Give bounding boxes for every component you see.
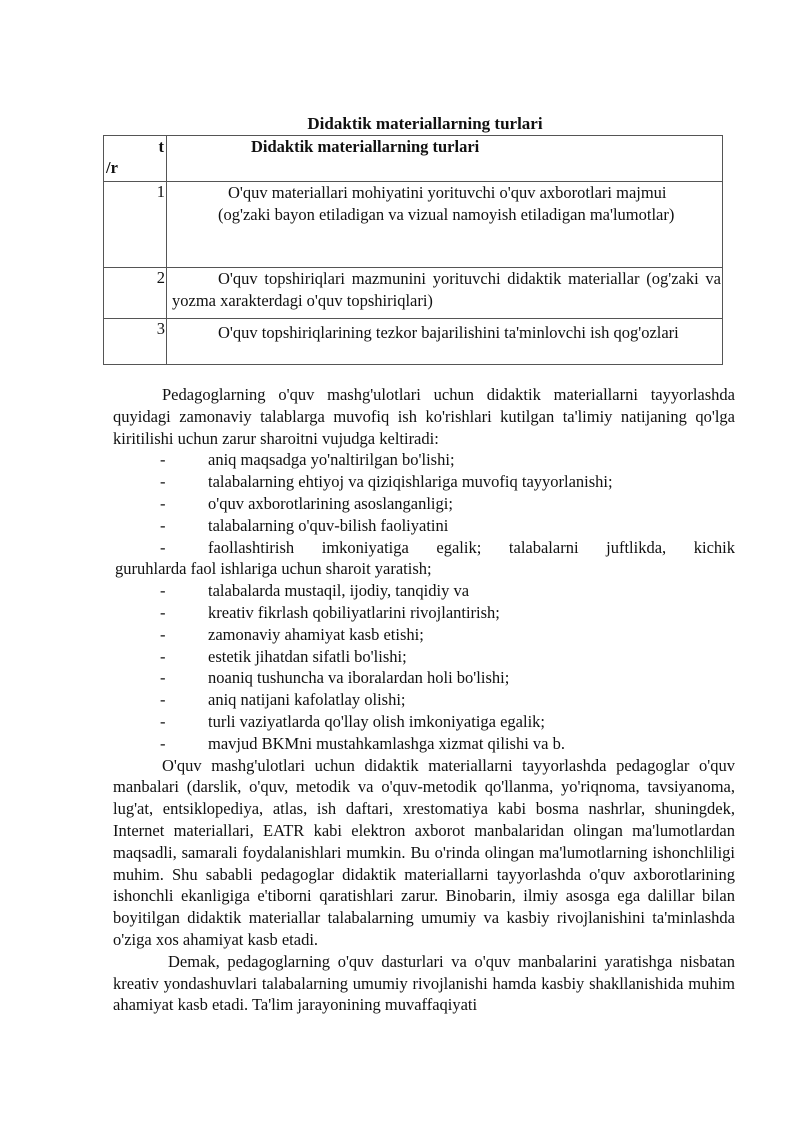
number-header-top: t	[158, 137, 164, 156]
row-content-line: O'quv topshiriqlarining tezkor bajarilishini ta'minlovchi ish qog'ozlari	[218, 323, 679, 342]
list-item-text: talabalarda mustaqil, ijodiy, tanqidiy va	[208, 581, 470, 601]
row-content-line: O'quv topshiriqlari mazmunini yorituvchi didaktik materiallar (og'zaki va yozma xarakterdagi o'quv topshiriqlari)	[172, 269, 721, 310]
row-content	[167, 319, 723, 365]
list-item	[113, 689, 735, 711]
dash-marker: -	[160, 624, 166, 644]
page-title: Didaktik materiallarning turlari	[307, 114, 543, 133]
dash-marker: -	[160, 646, 166, 666]
table-row	[104, 268, 723, 319]
type-column-header: Didaktik materiallarning turlari	[167, 136, 723, 182]
list-item-continuation: guruhlarda faol ishlariga uchun sharoit yaratish;	[115, 559, 432, 579]
row-number: 1	[104, 182, 167, 268]
table-header-row	[104, 136, 723, 182]
dash-marker: -	[160, 537, 166, 557]
number-header-bottom: /r	[106, 158, 118, 177]
dash-marker: -	[160, 450, 166, 470]
dash-marker: -	[160, 493, 166, 513]
dash-marker: -	[160, 602, 166, 622]
list-item-text: talabalarning o'quv-bilish faoliyatini	[208, 515, 449, 535]
list-item-text: turli vaziyatlarda qo'llay olish imkoniyatiga egalik;	[208, 711, 546, 731]
list-item-text: aniq maqsadga yo'naltirilgan bo'lishi;	[208, 450, 455, 470]
list-item-text: zamonaviy ahamiyat kasb etishi;	[208, 624, 424, 644]
dash-marker: -	[160, 668, 166, 688]
list-item	[113, 733, 735, 755]
list-item	[113, 646, 735, 668]
list-item	[113, 624, 735, 646]
list-item	[113, 515, 735, 537]
list-item-text: kreativ fikrlash qobiliyatlarini rivojlantirish;	[208, 602, 500, 622]
list-item	[113, 711, 735, 733]
table-row	[104, 319, 723, 365]
dash-marker: -	[160, 711, 166, 731]
paragraph-conclusion: Demak, pedagoglarning o'quv dasturlari va o'quv manbalarini yaratishga nisbatan kreativ yondashuvlari talabalarning umumiy rivojlanishi hamda kasbiy shakllanishida muhim ahamiyat kasb etadi. Ta'lim jarayonining muvaffaqiyati	[113, 951, 735, 1015]
paragraph-sources: O'quv mashg'ulotlari uchun didaktik materiallarni tayyorlashda pedagoglar o'quv manbalari (darslik, o'quv, metodik va o'quv-metodik qo'llanma, yo'riqnoma, tavsiyanoma, lug'at, entsiklopediya, atlas, ish daftari, xrestomatiya kabi bosma nashrlar, shuningdek, Internet materiallari, EATR kabi elektron axborot manbalaridan olingan ma'lumotlardan maqsadli, samarali foydalanishlari mumkin. Bu o'rinda olingan ma'lumotlarning ishonchliligi muhim. Shu sababli pedagoglar didaktik materiallarni tayyorlashda o'quv axborotlarining ishonchli ekanligiga e'tiborni qaratishlari zarur. Binobarin, ilmiy asosga ega dalillar bilan boyitilgan didaktik materiallar talabalarning umumiy va kasbiy rivojlanishini ta'minlashda o'ziga xos ahamiyat kasb etadi.	[113, 755, 735, 949]
list-item-text: faollashtirish imkoniyatiga egalik; talabalarni juftlikda, kichik	[208, 537, 735, 557]
row-content-line: (og'zaki bayon etiladigan va vizual namoyish etiladigan ma'lumotlar)	[218, 205, 675, 224]
list-item	[113, 602, 735, 624]
row-content	[167, 182, 723, 268]
list-item-text: estetik jihatdan sifatli bo'lishi;	[208, 646, 407, 666]
list-item	[113, 537, 735, 581]
list-item	[113, 471, 735, 493]
list-item-text: talabalarning ehtiyoj va qiziqishlariga muvofiq tayyorlanishi;	[208, 472, 613, 492]
intro-paragraph: Pedagoglarning o'quv mashg'ulotlari uchun didaktik materiallarni tayyorlashda quyidagi zamonaviy talablarga muvofiq ish ko'rishlari kutilgan ta'limiy natijaning qo'lga kiritilishi uchun zarur sharoitni vujudga keltiradi:	[113, 385, 735, 448]
row-content	[167, 268, 723, 319]
dash-marker: -	[160, 515, 166, 535]
list-item-text: o'quv axborotlarining asoslanganligi;	[208, 493, 453, 513]
row-number: 2	[104, 268, 167, 319]
body-text	[113, 384, 735, 1016]
list-item-text: mavjud BKMni mustahkamlashga xizmat qilishi va b.	[208, 733, 565, 753]
list-item	[113, 667, 735, 689]
list-item	[113, 580, 735, 602]
row-content-line: O'quv materiallari mohiyatini yorituvchi o'quv axborotlari majmui	[228, 183, 667, 202]
dash-marker: -	[160, 472, 166, 492]
table-row	[104, 182, 723, 268]
didactic-materials-table	[103, 135, 723, 365]
row-number: 3	[104, 319, 167, 365]
dash-marker: -	[160, 690, 166, 710]
list-item-text: noaniq tushuncha va iboralardan holi bo'lishi;	[208, 668, 510, 688]
list-item	[113, 449, 735, 471]
requirements-list	[113, 449, 735, 754]
list-item	[113, 493, 735, 515]
list-item-text: aniq natijani kafolatlay olishi;	[208, 690, 406, 710]
number-column-header	[104, 136, 167, 182]
dash-marker: -	[160, 733, 166, 753]
dash-marker: -	[160, 581, 166, 601]
